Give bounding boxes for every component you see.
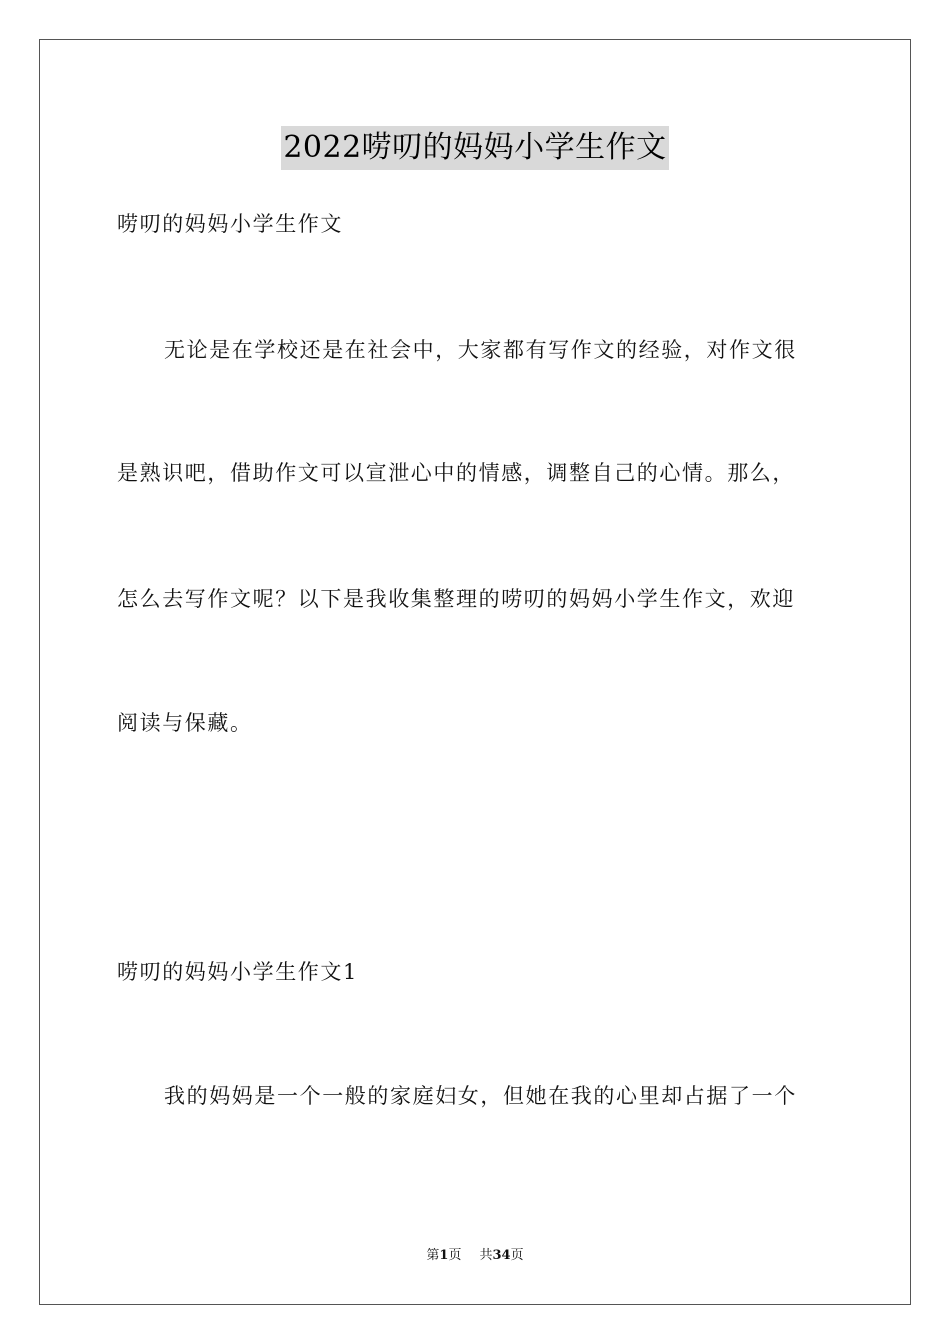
footer-total-prefix: 共 (479, 1248, 493, 1263)
paragraph-line: 怎么去写作文呢？以下是我收集整理的唠叨的妈妈小学生作文，欢迎 (117, 587, 795, 611)
subtitle-line: 唠叨的妈妈小学生作文 (117, 212, 343, 236)
paragraph-line: 阅读与保藏。 (117, 711, 253, 735)
document-title: 2022唠叨的妈妈小学生作文 (281, 126, 668, 170)
footer-page-number: 1 (439, 1248, 449, 1263)
footer-page-prefix: 第 (426, 1248, 440, 1263)
footer-total-suffix: 页 (510, 1248, 524, 1263)
paragraph-line: 是熟识吧，借助作文可以宣泄心中的情感，调整自己的心情。那么， (117, 461, 795, 485)
page-footer (0, 1247, 950, 1265)
paragraph-line: 我的妈妈是一个一般的家庭妇女，但她在我的心里却占据了一个 (164, 1084, 797, 1108)
footer-total-pages: 34 (492, 1248, 511, 1263)
paragraph-line: 无论是在学校还是在社会中，大家都有写作文的经验，对作文很 (164, 338, 797, 362)
section-heading: 唠叨的妈妈小学生作文1 (117, 960, 358, 984)
title-container (0, 126, 950, 170)
footer-page-suffix: 页 (448, 1248, 462, 1263)
